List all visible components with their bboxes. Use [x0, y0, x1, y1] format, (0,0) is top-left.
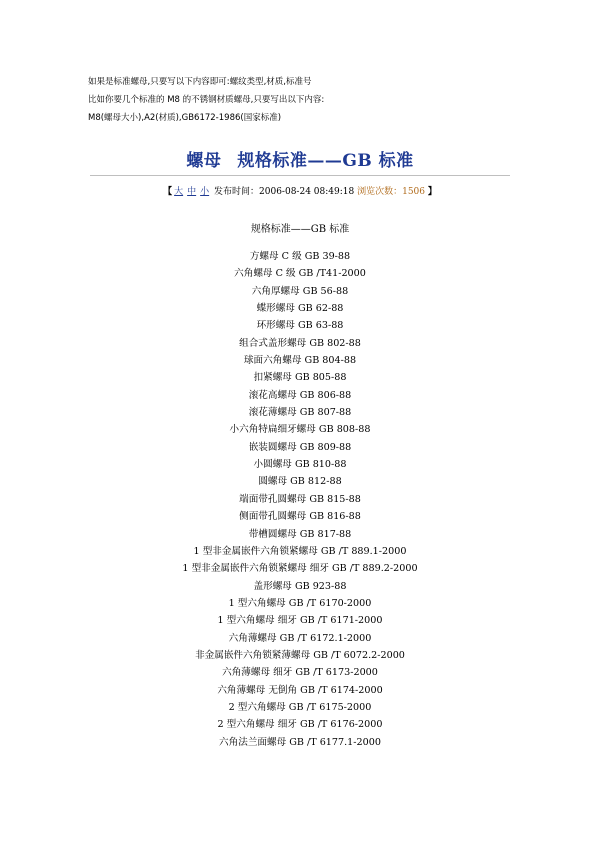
standard-item: 嵌装圆螺母 GB 809-88 — [248, 441, 352, 453]
standard-item: 六角薄螺母 无倒角 GB /T 6174-2000 — [217, 684, 383, 696]
font-size-medium-link[interactable]: 中 — [187, 187, 197, 197]
standard-item: 球面六角螺母 GB 804-88 — [243, 355, 357, 367]
intro-note — [88, 73, 528, 127]
standard-item: 组合式盖形螺母 GB 802-88 — [239, 337, 361, 349]
standard-item: 扣紧螺母 GB 805-88 — [253, 372, 347, 384]
standard-item: 六角螺母 C 级 GB /T41-2000 — [234, 268, 366, 280]
standard-item: 方螺母 C 级 GB 39-88 — [249, 251, 351, 262]
font-size-large-link[interactable]: 大 — [174, 187, 184, 197]
standard-item: 2 型六角螺母 细牙 GB /T 6176-2000 — [217, 719, 383, 731]
standard-item: 1 型六角螺母 细牙 GB /T 6171-2000 — [217, 615, 383, 627]
standard-item: 端面带孔圆螺母 GB 815-88 — [239, 493, 361, 505]
publish-time: 2006-08-24 08:49:18 — [259, 187, 355, 197]
standard-item: 1 型非金属嵌件六角锁紧螺母 GB /T 889.1-2000 — [193, 545, 407, 557]
standard-item: 带槽圆螺母 GB 817-88 — [248, 528, 352, 540]
meta-open-bracket: 【 — [163, 187, 173, 197]
standard-item: 六角厚螺母 GB 56-88 — [251, 285, 349, 297]
standard-item: 2 型六角螺母 GB /T 6175-2000 — [228, 701, 372, 713]
standard-item: 盖形螺母 GB 923-88 — [253, 580, 347, 592]
intro-line-1: 如果是标准螺母,只要写以下内容即可:螺纹类型,材质,标准号 — [88, 77, 312, 87]
article-title-part-1: 螺母 — [186, 151, 222, 171]
article-title-part-2: 规格标准——GB 标准 — [237, 151, 414, 171]
publish-label: 发布时间： — [214, 187, 260, 197]
standard-item: 环形螺母 GB 63-88 — [256, 320, 344, 332]
meta-close-bracket: 】 — [427, 187, 437, 197]
standard-item: 非金属嵌件六角锁紧薄螺母 GB /T 6072.2-2000 — [195, 649, 405, 661]
standard-item: 六角薄螺母 细牙 GB /T 6173-2000 — [222, 667, 378, 679]
font-size-small-link[interactable]: 小 — [200, 187, 210, 197]
standard-item: 滚花薄螺母 GB 807-88 — [248, 407, 352, 419]
article-meta — [0, 184, 600, 197]
views-count: 1506 — [402, 187, 426, 197]
views-label: 浏览次数： — [357, 187, 403, 197]
standard-item: 小圆螺母 GB 810-88 — [253, 459, 347, 471]
intro-line-3: M8(螺母大小),A2(材质),GB6172-1986(国家标准) — [88, 113, 282, 123]
standard-item: 1 型非金属嵌件六角锁紧螺母 细牙 GB /T 889.2-2000 — [182, 563, 418, 575]
article-title — [0, 146, 600, 171]
title-divider — [90, 175, 510, 176]
standard-item: 六角薄螺母 GB /T 6172.1-2000 — [228, 632, 372, 644]
standard-item: 六角法兰面螺母 GB /T 6177.1-2000 — [219, 736, 381, 748]
standard-item: 圆螺母 GB 812-88 — [258, 476, 342, 488]
standard-item: 蝶形螺母 GB 62-88 — [256, 303, 344, 315]
standard-item: 滚花高螺母 GB 806-88 — [248, 389, 352, 401]
standard-item: 1 型六角螺母 GB /T 6170-2000 — [228, 597, 372, 609]
intro-line-2: 比如你要几个标准的 M8 的不锈钢材质螺母,只要写出以下内容: — [88, 95, 325, 105]
standards-list — [0, 248, 600, 751]
standard-item: 侧面带孔圆螺母 GB 816-88 — [239, 511, 361, 523]
standard-item: 小六角特扁细牙螺母 GB 808-88 — [229, 424, 371, 436]
article-subheading: 规格标准——GB 标准 — [250, 224, 350, 235]
